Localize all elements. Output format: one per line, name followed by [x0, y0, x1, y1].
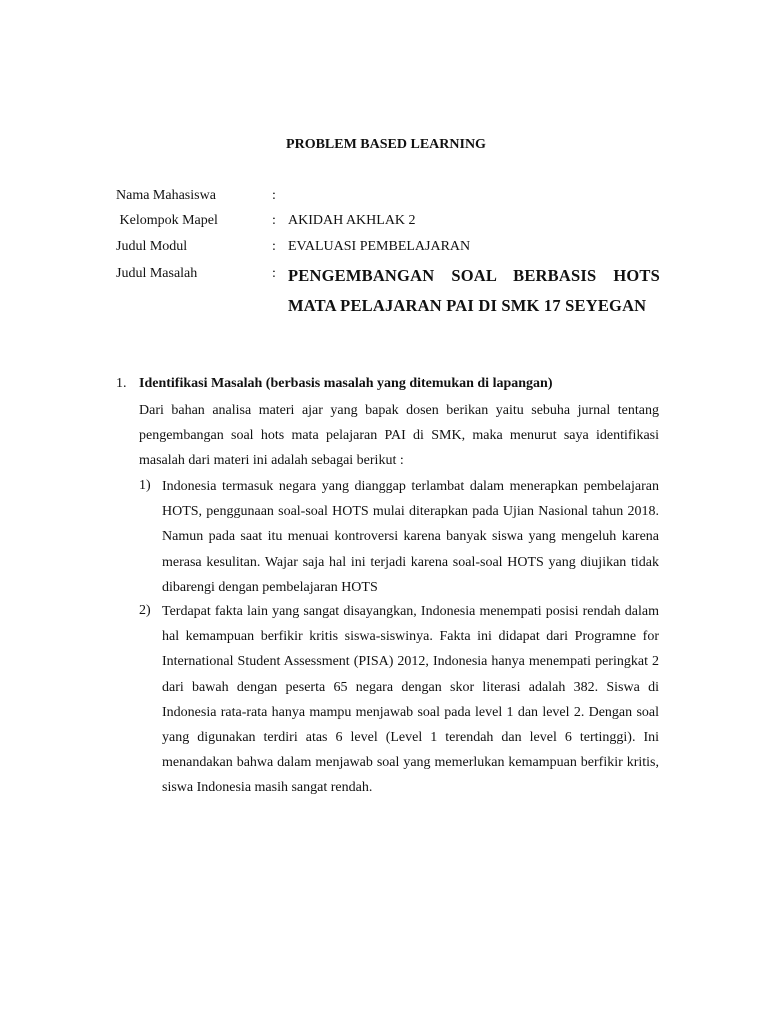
- meta-label: Judul Modul: [116, 239, 188, 254]
- meta-colon: :: [272, 266, 276, 281]
- meta-label: Judul Masalah: [116, 266, 198, 281]
- judul-masalah-value: PENGEMBANGAN SOAL BERBASIS HOTS MATA PELAJARAN PAI DI SMK 17 SEYEGAN: [288, 266, 660, 315]
- list-item-number: 1): [139, 478, 151, 493]
- section-heading: Identifikasi Masalah (berbasis masalah yang ditemukan di lapangan): [139, 376, 553, 391]
- list-item-text: Terdapat fakta lain yang sangat disayangkan, Indonesia menempati posisi rendah dalam hal kemampuan berfikir kritis siswa-siswinya. Fakta ini didapat dari Programne for International Student Assessment (PISA) 2012, Indonesia hanya menempati peringkat 2 dari bawah dengan peserta 65 negara dengan skor literasi adalah 382. Siswa di Indonesia rata-rata hanya mampu menjawab soal pada level 1 dan level 2. Dengan soal yang digunakan terdiri atas 6 level (Level 1 terendah dan level 6 tertinggi). Ini menandakan bahwa dalam menjawab soal yang memerlukan kemampuan berfikir kritis, siswa Indonesia masih sangat rendah.: [162, 604, 659, 796]
- list-item-text: Indonesia termasuk negara yang dianggap terlambat dalam menerapkan pembelajaran HOTS, penggunaan soal-soal HOTS mulai diterapkan pada Ujian Nasional tahun 2018. Namun pada saat itu menuai kontroversi karena banyak siswa yang mengeluh karena merasa kesulitan. Wajar saja hal ini terjadi karena soal-soal HOTS yang diujikan tidak dibarengi dengan pembelajaran HOTS: [162, 479, 659, 595]
- meta-colon: :: [272, 239, 276, 254]
- meta-row-judul-modul: [116, 239, 676, 259]
- meta-row-kelompok-mapel: [116, 213, 676, 233]
- meta-row-nama-mahasiswa: [116, 188, 676, 208]
- meta-colon: :: [272, 188, 276, 203]
- meta-value: EVALUASI PEMBELAJARAN: [288, 239, 471, 254]
- section-number: 1.: [116, 376, 127, 391]
- meta-label: Kelompok Mapel: [116, 213, 218, 228]
- document-title: PROBLEM BASED LEARNING: [286, 137, 486, 152]
- meta-colon: :: [272, 213, 276, 228]
- list-item-number: 2): [139, 603, 151, 618]
- meta-label: Nama Mahasiswa: [116, 188, 216, 203]
- section-intro-paragraph: Dari bahan analisa materi ajar yang bapak dosen berikan yaitu sebuha jurnal tentang pengembangan soal hots mata pelajaran PAI di SMK, maka menurut saya identifikasi masalah dari materi ini adalah sebagai berikut :: [139, 403, 659, 468]
- meta-value: AKIDAH AKHLAK 2: [288, 213, 416, 228]
